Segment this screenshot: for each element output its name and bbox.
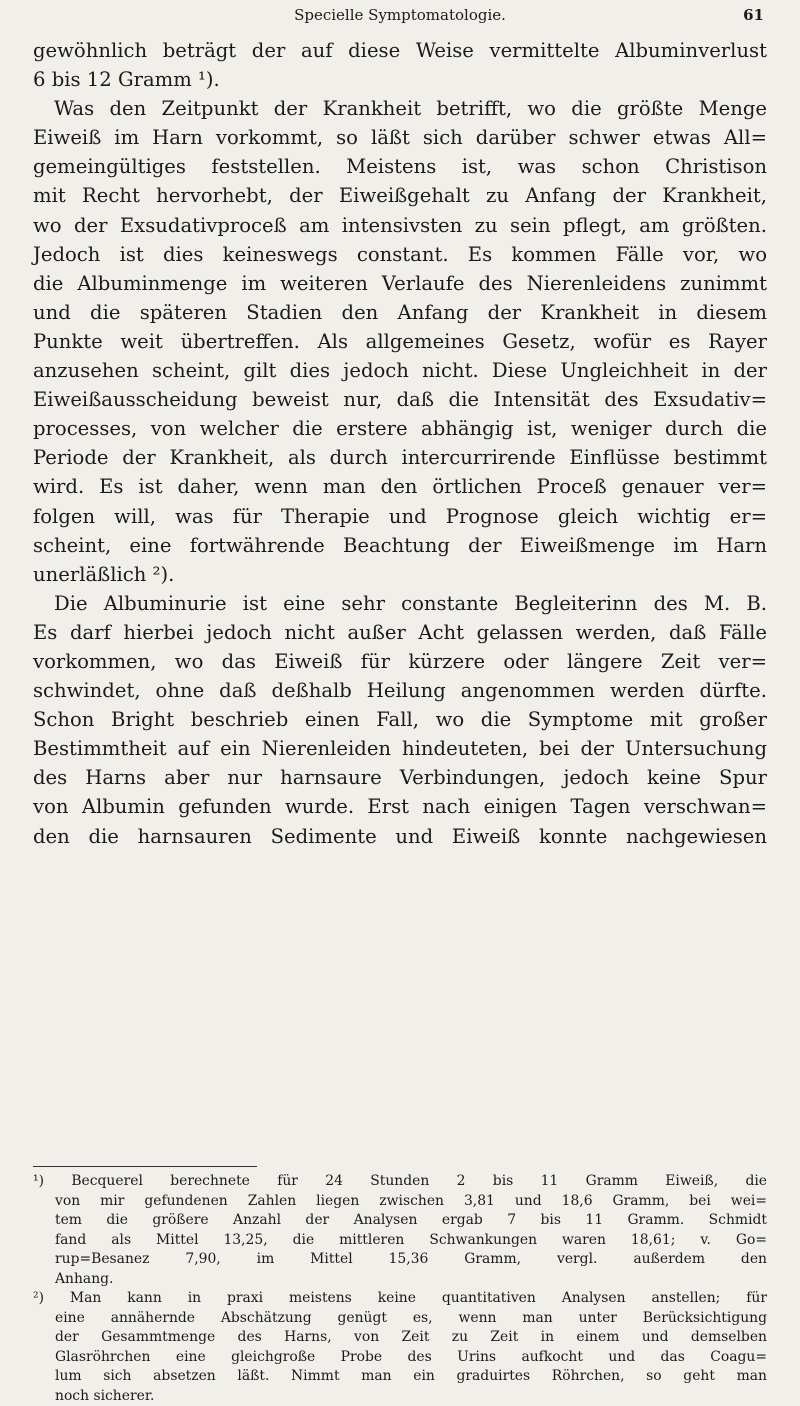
running-title: Specielle Symptomatologie. xyxy=(32,6,768,24)
text-line: Bestimmtheit auf ein Nierenleiden hindeuteten, bei der Untersuchung xyxy=(33,734,767,763)
text-line: vorkommen, wo das Eiweiß für kürzere oder längere Zeit ver= xyxy=(33,647,767,676)
text-line: des Harns aber nur harnsaure Verbindungen, jedoch keine Spur xyxy=(33,763,767,792)
text-line: Eiweiß im Harn vorkommt, so läßt sich darüber schwer etwas All= xyxy=(33,123,767,152)
text-line: Es darf hierbei jedoch nicht außer Acht gelassen werden, daß Fälle xyxy=(33,618,767,647)
footnote-line: von mir gefundenen Zahlen liegen zwischen 3,81 und 18,6 Gramm, bei wei= xyxy=(33,1192,767,1212)
footnote-divider xyxy=(33,1166,257,1167)
footnote-line: Glasröhrchen eine gleichgroße Probe des Urins aufkocht und das Coagu= xyxy=(33,1348,767,1368)
footnote-line: fand als Mittel 13,25, die mittleren Schwankungen waren 18,61; v. Go= xyxy=(33,1231,767,1251)
text-line: Jedoch ist dies keineswegs constant. Es kommen Fälle vor, wo xyxy=(33,240,767,269)
text-line: von Albumin gefunden wurde. Erst nach einigen Tagen verschwan= xyxy=(33,792,767,821)
text-line: Was den Zeitpunkt der Krankheit betrifft, wo die größte Menge xyxy=(33,94,767,123)
running-head xyxy=(32,4,768,28)
text-line: den die harnsauren Sedimente und Eiweiß konnte nachgewiesen xyxy=(33,822,767,851)
footnote-line: der Gesammtmenge des Harns, von Zeit zu Zeit in einem und demselben xyxy=(33,1328,767,1348)
text-line: Punkte weit übertreffen. Als allgemeines Gesetz, wofür es Rayer xyxy=(33,327,767,356)
text-line: die Albuminmenge im weiteren Verlaufe des Nierenleidens zunimmt xyxy=(33,269,767,298)
text-line: processes, von welcher die erstere abhängig ist, weniger durch die xyxy=(33,414,767,443)
text-line: gewöhnlich beträgt der auf diese Weise vermittelte Albuminverlust xyxy=(33,36,767,65)
text-line: gemeingültiges feststellen. Meistens ist, was schon Christison xyxy=(33,152,767,181)
footnote-line: ¹) Becquerel berechnete für 24 Stunden 2 bis 11 Gramm Eiweiß, die xyxy=(33,1172,767,1192)
text-line: folgen will, was für Therapie und Prognose gleich wichtig er= xyxy=(33,502,767,531)
text-line: Schon Bright beschrieb einen Fall, wo die Symptome mit großer xyxy=(33,705,767,734)
page-number: 61 xyxy=(743,6,764,24)
text-line: wird. Es ist daher, wenn man den örtlichen Proceß genauer ver= xyxy=(33,472,767,501)
text-line: unerläßlich ²). xyxy=(33,560,767,589)
text-line: Die Albuminurie ist eine sehr constante Begleiterinn des M. B. xyxy=(33,589,767,618)
footnote-line: ²) Man kann in praxi meistens keine quantitativen Analysen anstellen; für xyxy=(33,1289,767,1309)
text-line: scheint, eine fortwährende Beachtung der Eiweißmenge im Harn xyxy=(33,531,767,560)
main-text xyxy=(33,36,767,851)
footnote-line: lum sich absetzen läßt. Nimmt man ein graduirtes Röhrchen, so geht man xyxy=(33,1367,767,1387)
text-line: schwindet, ohne daß deßhalb Heilung angenommen werden dürfte. xyxy=(33,676,767,705)
footnote-line: tem die größere Anzahl der Analysen ergab 7 bis 11 Gramm. Schmidt xyxy=(33,1211,767,1231)
text-line: Eiweißausscheidung beweist nur, daß die Intensität des Exsudativ= xyxy=(33,385,767,414)
text-line: wo der Exsudativproceß am intensivsten zu sein pflegt, am größten. xyxy=(33,211,767,240)
footnote-line: noch sicherer. xyxy=(33,1387,767,1406)
text-line: anzusehen scheint, gilt dies jedoch nicht. Diese Ungleichheit in der xyxy=(33,356,767,385)
footnotes xyxy=(33,1172,767,1406)
footnote-line: eine annähernde Abschätzung genügt es, wenn man unter Berücksichtigung xyxy=(33,1309,767,1329)
footnote-line: rup=Besanez 7,90, im Mittel 15,36 Gramm, vergl. außerdem den xyxy=(33,1250,767,1270)
text-line: mit Recht hervorhebt, der Eiweißgehalt zu Anfang der Krankheit, xyxy=(33,181,767,210)
text-line: und die späteren Stadien den Anfang der Krankheit in diesem xyxy=(33,298,767,327)
text-line: Periode der Krankheit, als durch intercurrirende Einflüsse bestimmt xyxy=(33,443,767,472)
footnote-line: Anhang. xyxy=(33,1270,767,1290)
text-line: 6 bis 12 Gramm ¹). xyxy=(33,65,767,94)
